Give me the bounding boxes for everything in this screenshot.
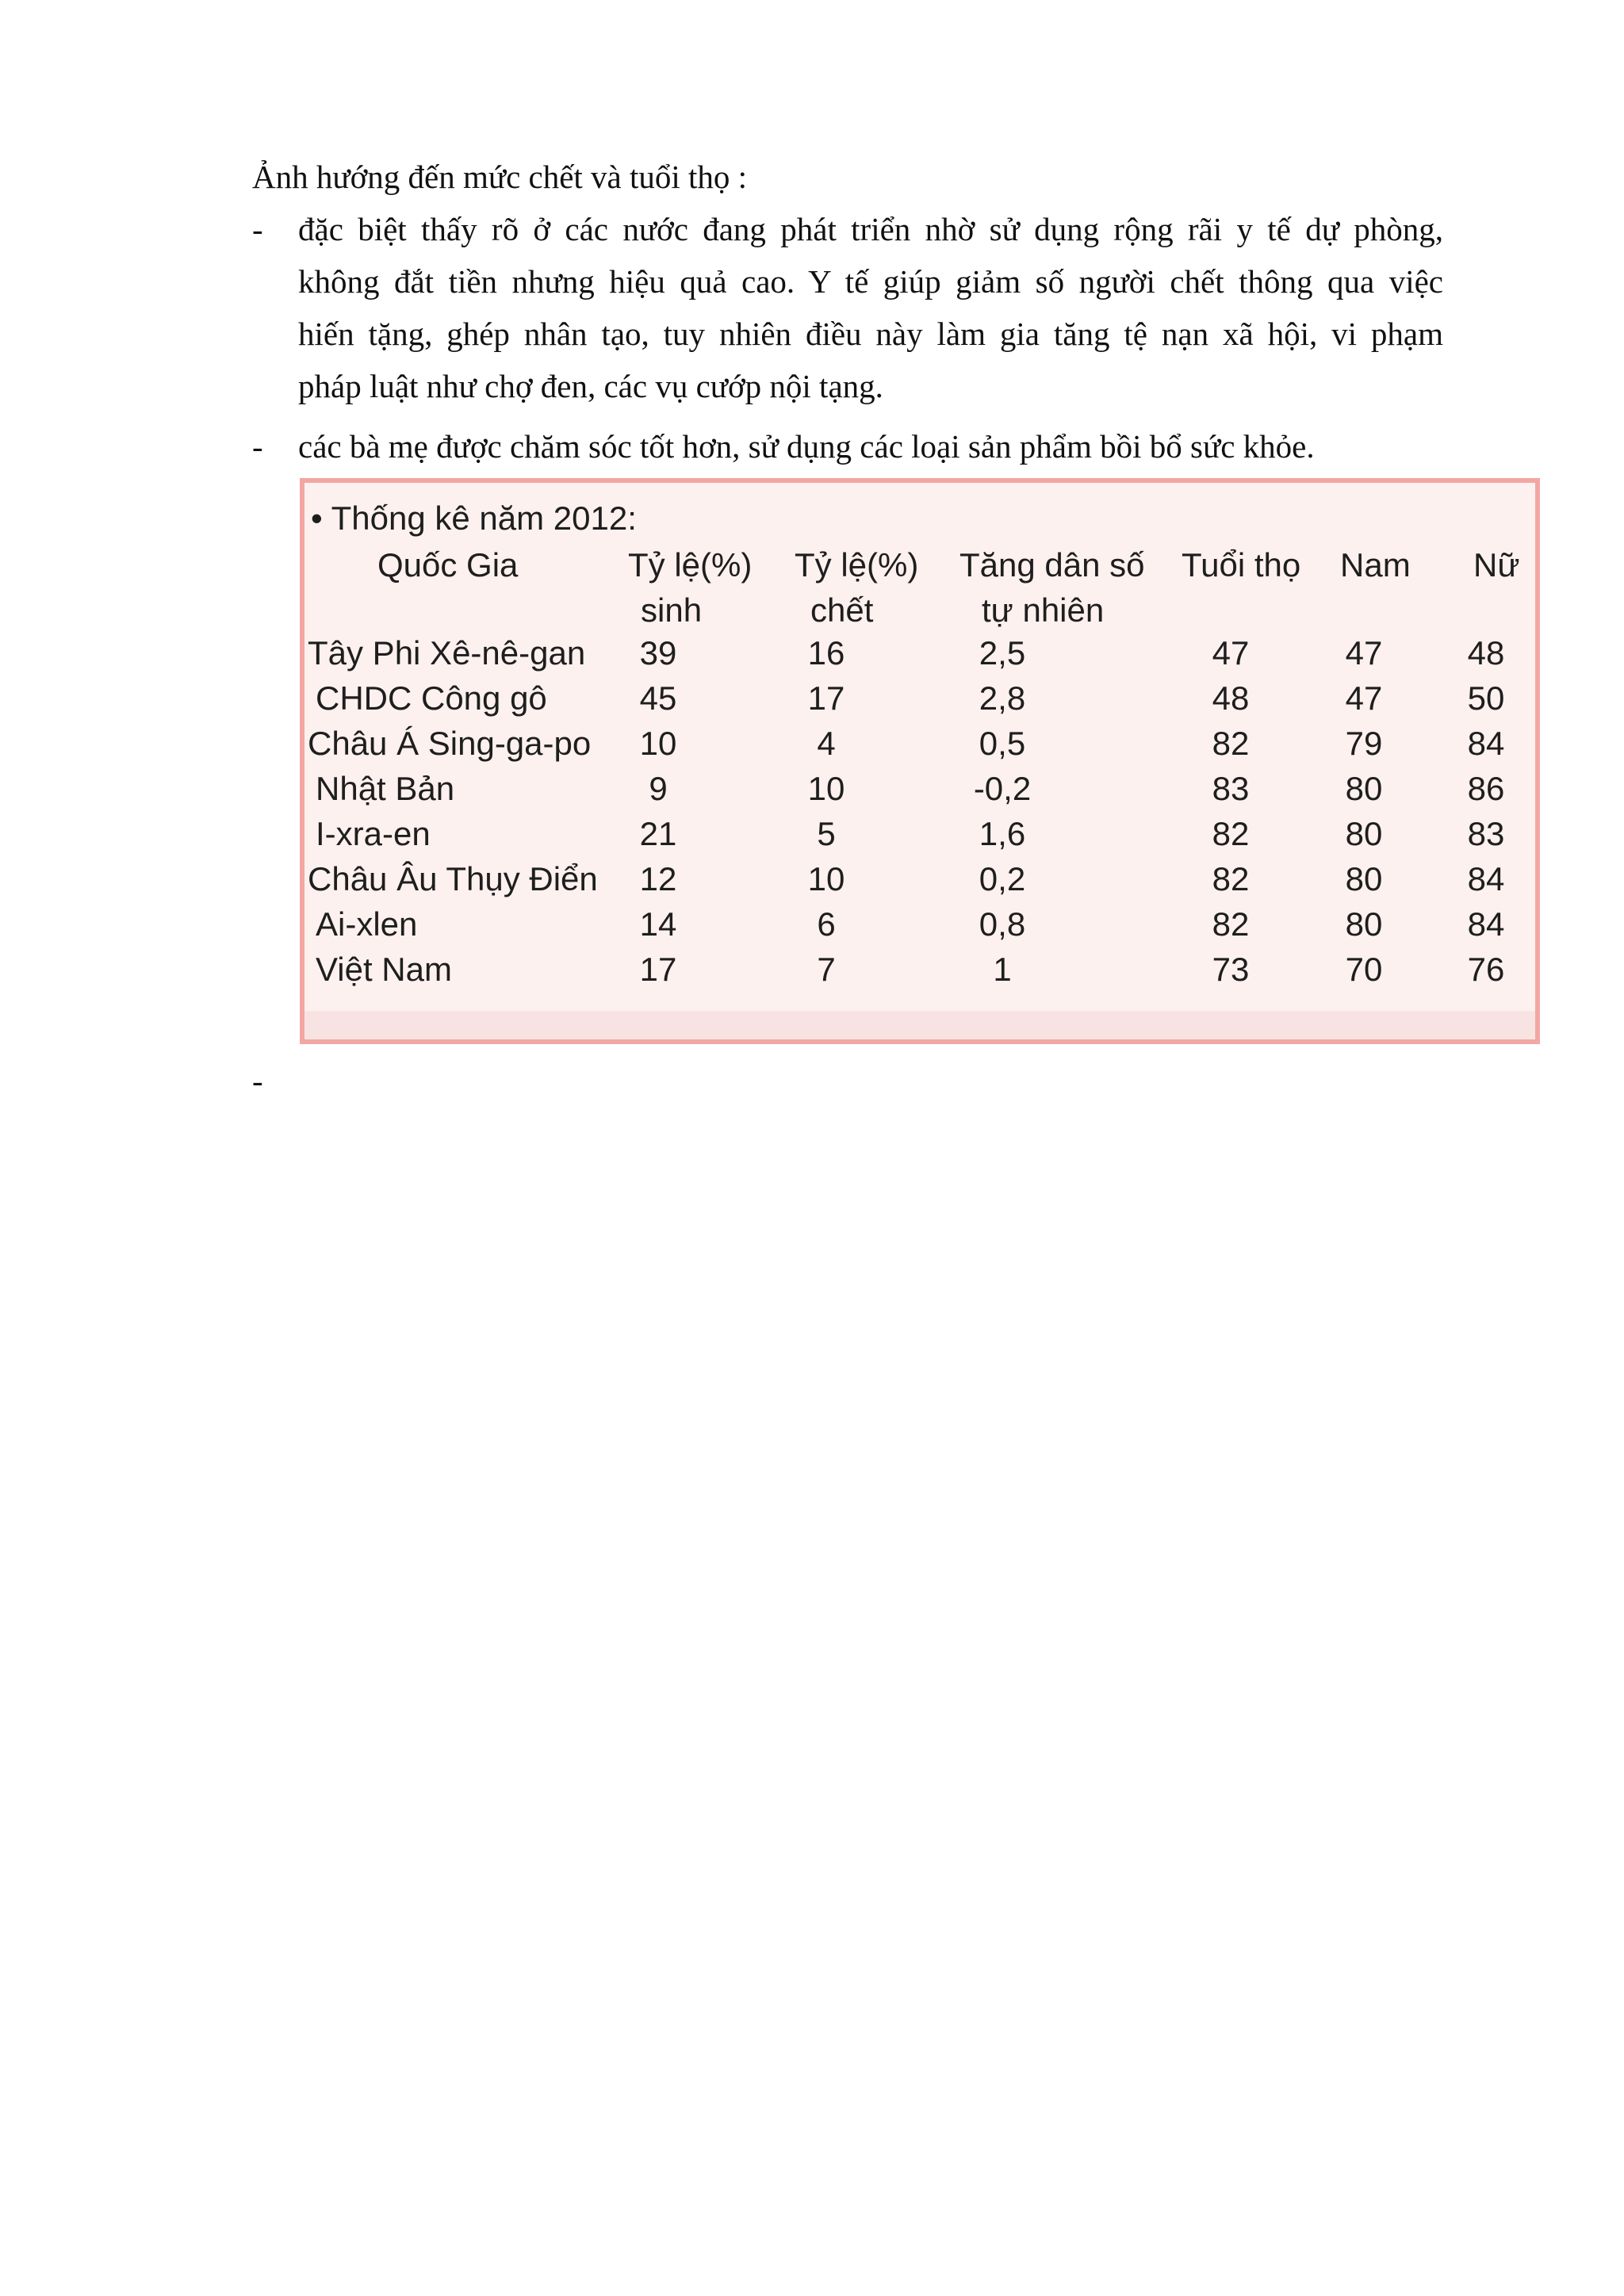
table-cell-life: 47 [1212, 634, 1250, 672]
table-cell-death: 6 [817, 905, 836, 943]
table-cell-death: 17 [807, 679, 845, 717]
bullet-dash: - [252, 428, 263, 465]
table-cell-death: 10 [807, 860, 845, 897]
section-heading: Ảnh hướng đến mức chết và tuổi thọ : [252, 159, 748, 195]
table-cell-female: 76 [1467, 951, 1505, 988]
table-cell-male: 79 [1345, 725, 1383, 762]
table-cell-female: 48 [1467, 634, 1505, 672]
table-cell-country: Tây Phi Xê-nê-gan [308, 634, 586, 672]
table-cell-male: 80 [1345, 860, 1383, 897]
table-cell-growth: 0,2 [979, 860, 1026, 897]
table-cell-birth: 9 [649, 770, 668, 807]
table-cell-life: 82 [1212, 725, 1250, 762]
table-cell-life: 83 [1212, 770, 1250, 807]
table-cell-birth: 10 [639, 725, 677, 762]
bullet-text [298, 203, 1443, 412]
table-title: • Thống kê năm 2012: [311, 499, 637, 537]
table-cell-female: 83 [1467, 815, 1505, 852]
table-cell-birth: 21 [639, 815, 677, 852]
table-cell-male: 47 [1345, 679, 1383, 717]
table-cell-country: Châu Âu Thụy Điển [308, 860, 598, 897]
table-cell-death: 4 [817, 725, 836, 762]
table-cell-birth: 17 [639, 951, 677, 988]
bullet-item [252, 203, 1442, 412]
table-cell-country: Việt Nam [316, 951, 452, 988]
table-cell-death: 16 [807, 634, 845, 672]
bullet-line: không đắt tiền nhưng hiệu quả cao. Y tế giúp giảm số người chết thông qua việc [298, 263, 1443, 300]
table-cell-death: 7 [817, 951, 836, 988]
table-cell-birth: 39 [639, 634, 677, 672]
column-header-death-rate-sub: chết [810, 591, 874, 629]
table-cell-life: 73 [1212, 951, 1250, 988]
table-cell-life: 82 [1212, 905, 1250, 943]
table-cell-growth: 1,6 [979, 815, 1026, 852]
bullet-line: các bà mẹ được chăm sóc tốt hơn, sử dụng các loại sản phẩm bồi bổ sức khỏe. [298, 428, 1315, 465]
bullet-line: hiến tặng, ghép nhân tạo, tuy nhiên điều này làm gia tăng tệ nạn xã hội, vi phạm [298, 316, 1443, 352]
table-cell-male: 70 [1345, 951, 1383, 988]
statistics-table-figure [300, 478, 1540, 1044]
table-cell-country: I-xra-en [316, 815, 431, 852]
table-cell-male: 80 [1345, 770, 1383, 807]
table-cell-death: 10 [807, 770, 845, 807]
table-cell-male: 80 [1345, 815, 1383, 852]
column-header-birth-rate-sub: sinh [641, 591, 703, 629]
column-header-female: Nữ [1473, 546, 1520, 584]
bullet-line: đặc biệt thấy rõ ở các nước đang phát triển nhờ sử dụng rộng rãi y tế dự phòng, [298, 211, 1443, 247]
table-cell-growth: 0,5 [979, 725, 1026, 762]
column-header-life-expectancy: Tuổi thọ [1182, 546, 1301, 584]
table-cell-country: Ai-xlen [316, 905, 418, 943]
trailing-bullet-dash: - [252, 1062, 263, 1099]
bullet-dash: - [252, 211, 263, 247]
bullet-text [298, 420, 1443, 473]
column-header-death-rate: Tỷ lệ(%) [795, 546, 919, 584]
table-cell-female: 86 [1467, 770, 1505, 807]
table-cell-male: 80 [1345, 905, 1383, 943]
table-cell-life: 82 [1212, 860, 1250, 897]
table-cell-death: 5 [817, 815, 836, 852]
table-cell-female: 50 [1467, 679, 1505, 717]
table-cell-female: 84 [1467, 725, 1505, 762]
table-cell-country: Nhật Bản [316, 770, 455, 807]
table-cell-life: 82 [1212, 815, 1250, 852]
table-cell-country: CHDC Công gô [316, 679, 547, 717]
table-cell-growth: 0,8 [979, 905, 1026, 943]
column-header-natural-growth-sub: tự nhiên [982, 591, 1105, 629]
table-cell-growth: 2,8 [979, 679, 1026, 717]
table-cell-growth: 1 [993, 951, 1012, 988]
table-cell-birth: 14 [639, 905, 677, 943]
table-cell-country: Châu Á Sing-ga-po [308, 725, 592, 762]
figure-bottom-strip [304, 1011, 1535, 1039]
table-cell-female: 84 [1467, 860, 1505, 897]
column-header-male: Nam [1340, 546, 1411, 584]
table-cell-life: 48 [1212, 679, 1250, 717]
table-cell-growth: 2,5 [979, 634, 1026, 672]
table-cell-female: 84 [1467, 905, 1505, 943]
bullet-line: pháp luật như chợ đen, các vụ cướp nội tạng. [298, 368, 883, 404]
bullet-item [252, 420, 1442, 473]
column-header-natural-growth: Tăng dân số [959, 546, 1145, 584]
column-header-country: Quốc Gia [377, 546, 519, 584]
column-header-birth-rate: Tỷ lệ(%) [628, 546, 753, 584]
table-cell-birth: 12 [639, 860, 677, 897]
table-cell-male: 47 [1345, 634, 1383, 672]
table-cell-birth: 45 [639, 679, 677, 717]
table-cell-growth: -0,2 [973, 770, 1032, 807]
